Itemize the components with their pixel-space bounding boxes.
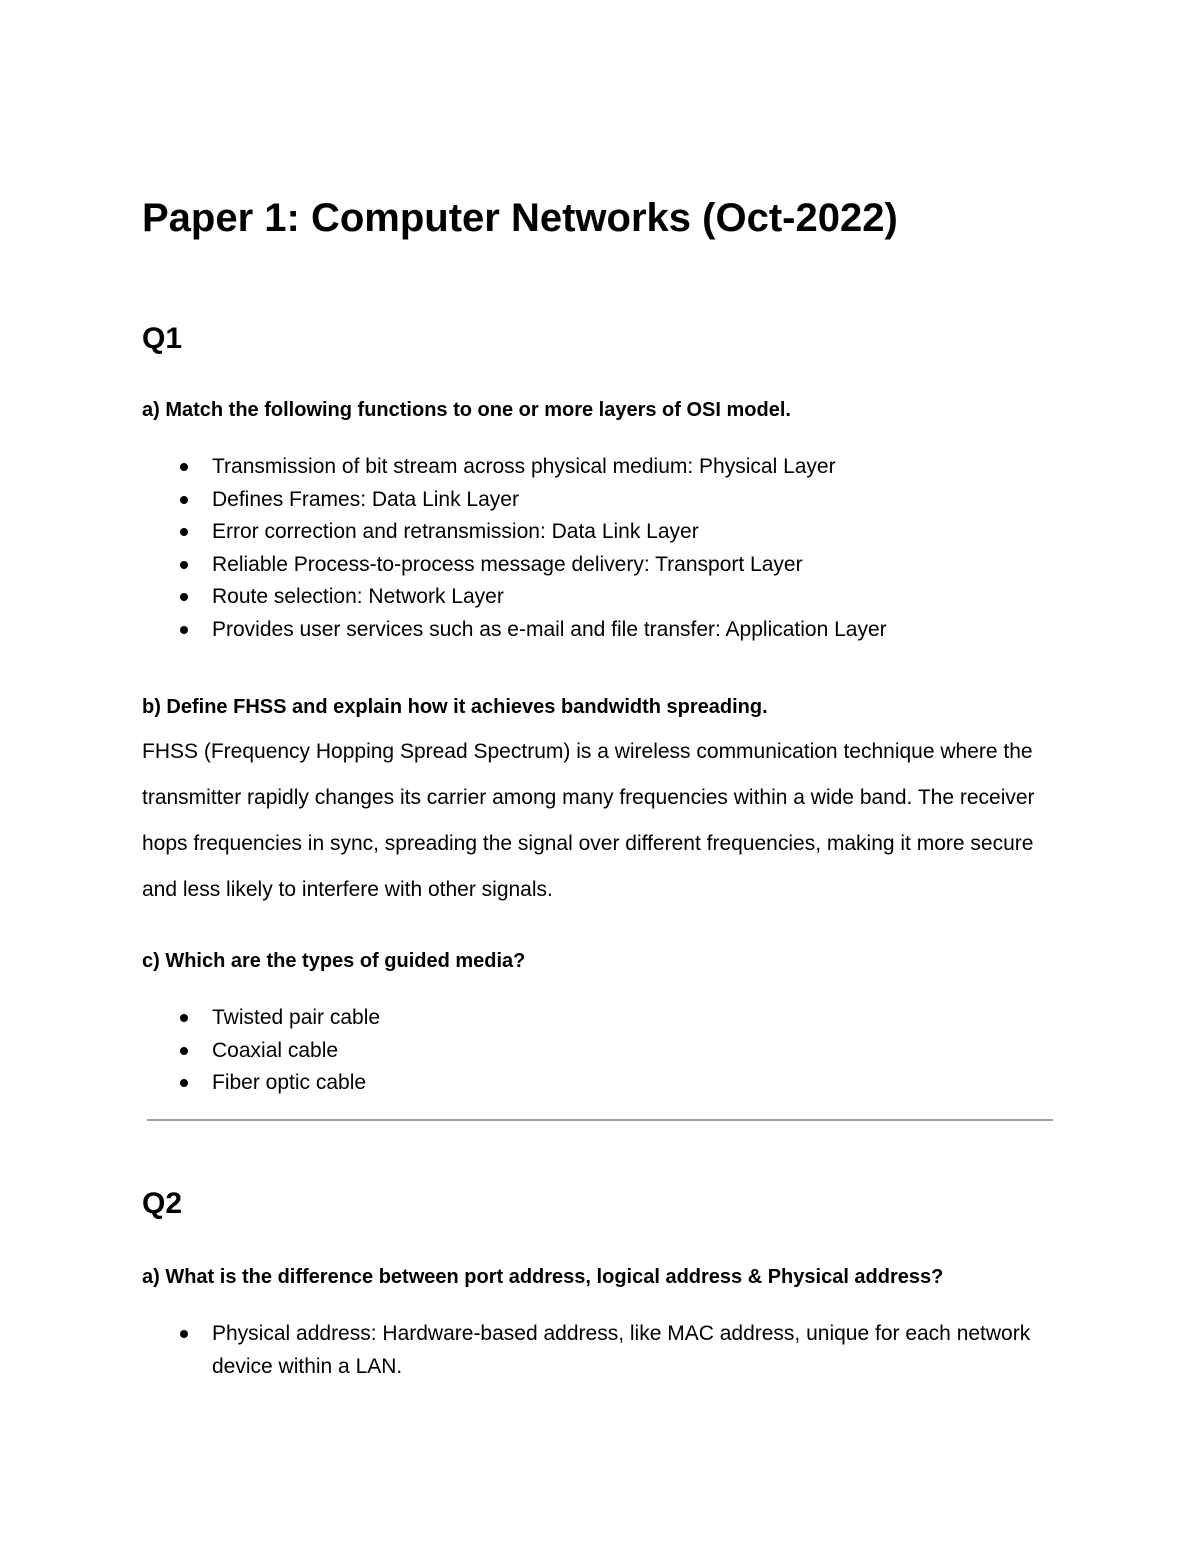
bullet-icon: [180, 1014, 188, 1022]
bullet-icon: [180, 1330, 188, 1338]
q1c-question: c) Which are the types of guided media?: [142, 950, 526, 972]
bullet-icon: [180, 593, 188, 601]
bullet-icon: [180, 561, 188, 569]
bullet-icon: [180, 463, 188, 471]
list-item: Error correction and retransmission: Data Link Layer: [0, 516, 887, 549]
q1a-question: a) Match the following functions to one or more layers of OSI model.: [142, 399, 791, 421]
list-item: Defines Frames: Data Link Layer: [0, 484, 887, 517]
q2a-question: a) What is the difference between port address, logical address & Physical address?: [142, 1266, 944, 1288]
q1b-answer: FHSS (Frequency Hopping Spread Spectrum) is a wireless communication technique where the transmitter rapidly changes its carrier among many frequencies within a wide band. The receiver hops frequencies in sync, spreading the signal over different frequencies, making it more secure and less likely to interfere with other signals.: [142, 740, 1035, 901]
q1c-answer-list: [0, 1002, 380, 1100]
q2a-answer-list: [0, 1318, 1042, 1383]
bullet-icon: [180, 496, 188, 504]
list-item: Reliable Process-to-process message delivery: Transport Layer: [0, 549, 887, 582]
list-item: Physical address: Hardware-based address, like MAC address, unique for each network device within a LAN.: [0, 1318, 1042, 1383]
q1-heading: Q1: [142, 322, 183, 355]
list-item: Route selection: Network Layer: [0, 581, 887, 614]
bullet-icon: [180, 1079, 188, 1087]
section-divider: [147, 1119, 1053, 1121]
document-title: Paper 1: Computer Networks (Oct-2022): [142, 196, 898, 240]
bullet-icon: [180, 528, 188, 536]
list-item: Transmission of bit stream across physical medium: Physical Layer: [0, 451, 887, 484]
q1b-question: b) Define FHSS and explain how it achieves bandwidth spreading.: [142, 696, 768, 718]
q2-heading: Q2: [142, 1187, 183, 1220]
list-item: Twisted pair cable: [0, 1002, 380, 1035]
bullet-icon: [180, 626, 188, 634]
q1a-answer-list: [0, 451, 887, 646]
list-item: Provides user services such as e-mail and file transfer: Application Layer: [0, 614, 887, 647]
list-item: Coaxial cable: [0, 1035, 380, 1068]
bullet-icon: [180, 1047, 188, 1055]
list-item: Fiber optic cable: [0, 1067, 380, 1100]
